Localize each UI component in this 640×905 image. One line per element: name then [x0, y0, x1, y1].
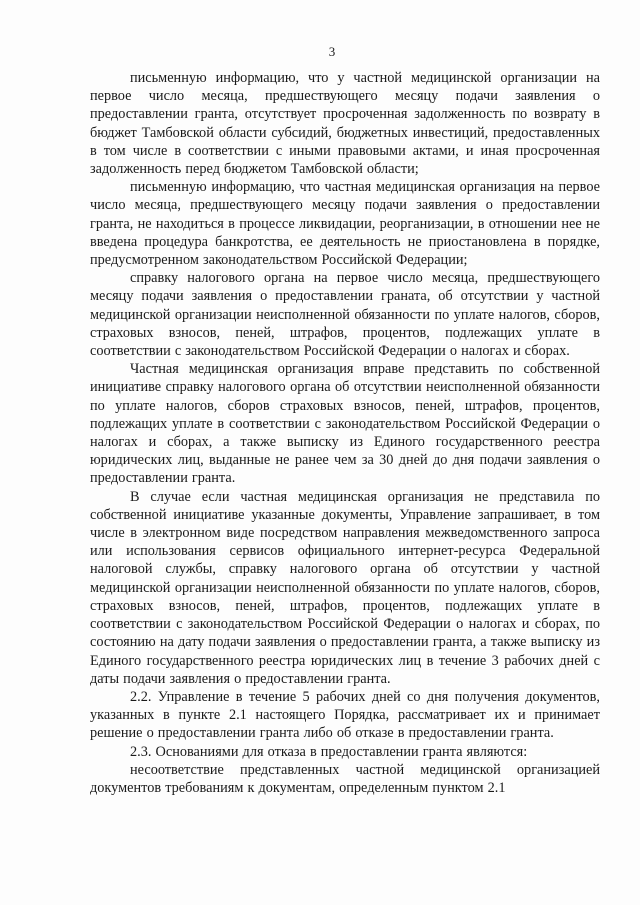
paragraph-2-3: 2.3. Основаниями для отказа в предоставлении гранта являются:	[130, 743, 528, 760]
document-body	[90, 69, 600, 797]
page-number: 3	[328, 44, 336, 59]
paragraph-interagency-request: В случае если частная медицинская организация не представила по собственной инициативе указанные документы, Управление запрашивает, в том числе в электронном виде посредством направления межведомственного запроса или использования сервисов официального интернет-ресурса Федеральной налоговой службы, справку налогового органа об отсутствии у частной медицинской организации неисполненной обязанности по уплате налогов, сборов, страховых взносов, пеней, штрафов, процентов, подлежащих уплате в соответствии с законодательством Российской Федерации о налогах и сборах, по состоянию на дату подачи заявления о предоставлении гранта, а также выписку из Единого государственного реестра юридических лиц в течение 3 рабочих дней с даты подачи заявления о предоставлении гранта.	[90, 488, 600, 687]
paragraph-non-compliance: несоответствие представленных частной медицинской организацией документов требованиям к документам, определенным пунктом 2.1	[90, 761, 600, 796]
paragraph-info-no-debt: письменную информацию, что у частной медицинской организации на первое число месяца, предшествующего месяцу подачи заявления о предоставлении гранта, отсутствует просроченная задолженность по возврату в бюджет Тамбовской области субсидий, бюджетных инвестиций, предоставленных в том числе в соответствии с иными правовыми актами, и иная просроченная задолженность перед бюджетом Тамбовской области;	[90, 70, 600, 178]
paragraph-tax-certificate: справку налогового органа на первое число месяца, предшествующего месяцу подачи заявления о предоставлении граната, об отсутствии у частной медицинской организации неисполненной обязанности по уплате налогов, сборов, страховых взносов, пеней, штрафов, процентов, подлежащих уплате в соответствии с законодательством Российской Федерации о налогах и сборах.	[90, 270, 600, 360]
paragraph-2-2: 2.2. Управление в течение 5 рабочих дней со дня получения документов, указанных в пункте 2.1 настоящего Порядка, рассматривает их и принимает решение о предоставлении гранта либо об отказе в предоставлении гранта.	[90, 688, 600, 742]
paragraph-info-no-liquidation: письменную информацию, что частная медицинская организация на первое число месяца, предшествующего месяцу подачи заявления о предоставлении гранта, не находиться в процессе ликвидации, реорганизации, в отношении нее не введена процедура банкротства, ее деятельность не приостановлена в порядке, предусмотренном законодательством Российской Федерации;	[90, 179, 600, 269]
paragraph-own-initiative: Частная медицинская организация вправе представить по собственной инициативе справку налогового органа об отсутствии неисполненной обязанности по уплате налогов, сборов страховых взносов, пеней, штрафов, процентов, подлежащих уплате в соответствии с законодательством Российской Федерации о налогах и сборах, а также выписку из Единого государственного реестра юридических лиц, выданные не ранее чем за 30 дней до дня подачи заявления о предоставлении гранта.	[90, 361, 600, 487]
